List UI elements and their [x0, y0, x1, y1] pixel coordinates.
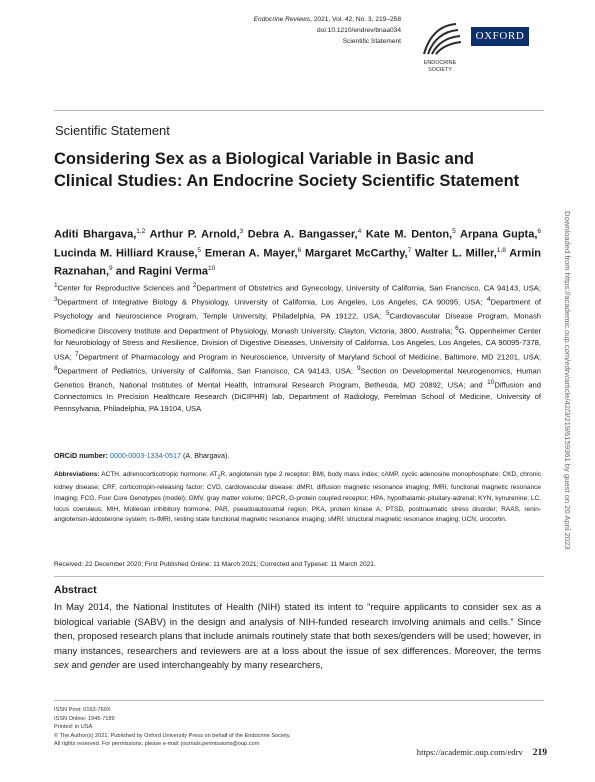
footer-page	[417, 747, 547, 758]
author-name: and Ragini Verma	[115, 265, 209, 278]
orcid-name: (A. Bhargava).	[181, 451, 230, 460]
footer-divider	[54, 700, 544, 701]
author-name: Emeran A. Mayer,	[204, 247, 298, 260]
affiliation-marker: 6	[455, 324, 459, 332]
affiliation-marker: 1	[54, 282, 58, 289]
header-divider	[54, 110, 544, 111]
affiliation-marker: 10	[487, 379, 495, 387]
affiliation-text: Department of Integrative Biology & Physiology, University of California, Los Angeles, Los Angeles, CA 90095, USA;	[57, 297, 487, 307]
author-name: Arthur P. Arnold,	[149, 228, 240, 241]
journal-url[interactable]: https://academic.oup.com/edrv	[416, 747, 523, 757]
article-type: Scientific Statement	[342, 38, 401, 45]
oxford-logo: OXFORD	[471, 27, 529, 46]
affiliations	[54, 280, 541, 415]
author-name: Armin Raznahan,	[54, 247, 541, 278]
orcid-label: ORCiD number:	[54, 451, 108, 460]
author-affiliation-marker: 5	[197, 246, 202, 254]
affiliation-text: Center for Reproductive Sciences and	[57, 283, 193, 293]
affiliation-text: Department of Pediatrics, University of California, San Francisco, CA 94143, USA;	[57, 366, 358, 376]
author-affiliation-marker: 4	[357, 228, 362, 235]
author-affiliation-marker: 9	[109, 265, 113, 273]
affiliation-text: Diffusion and Connectomics In Precision Healthcare Research (DiCIPHR) lab, Department of Radiology, Perelman School of Medicine, University of Pennsylvania, Philadelphia, PA 19104, USA	[54, 380, 542, 414]
author-affiliation-marker: 6	[297, 246, 302, 254]
article-title: Considering Sex as a Biological Variable in Basic and Clinical Studies: An Endocrine Society Scientific Statement	[54, 150, 520, 190]
affiliation-text: Department of Obstetrics and Gynecology, University of California, San Francisco, CA 94143, USA;	[196, 283, 541, 293]
author-affiliation-marker: 6	[537, 228, 541, 235]
affiliation-marker: 5	[386, 310, 390, 318]
abstract-divider	[54, 576, 544, 577]
svg-text:SOCIETY: SOCIETY	[428, 67, 452, 73]
journal-issue: , 2021, Vol. 42, No. 3, 219–258	[310, 16, 401, 23]
author-name: Lucinda M. Hilliard Krause,	[54, 247, 198, 260]
page-number: 219	[532, 748, 547, 758]
abstract-heading: Abstract	[54, 584, 97, 596]
download-notice: Downloaded from https://academic.oup.com/edrv/article/42/3/219/6159361 by guest on 20 April 2023	[563, 211, 572, 550]
orcid-link[interactable]: 0000-0003-1334-0517	[109, 451, 182, 460]
author-name: Walter L. Miller,	[415, 247, 497, 260]
affiliation-marker: 4	[486, 296, 491, 304]
author-affiliation-marker: 1,8	[496, 246, 506, 254]
author-affiliation-marker: 3	[239, 228, 244, 235]
affiliation-text: Cardiovascular Disease Program, Monash Biomedicine Discovery Institute and Department of Physiology, Monash University, Clayton, Victoria, 3800, Australia;	[54, 312, 541, 336]
journal-name: Endocrine Reviews	[253, 16, 311, 23]
doi: doi:10.1210/endrev/bnaa034	[317, 27, 401, 34]
author-list	[54, 224, 541, 280]
journal-info	[254, 14, 401, 47]
abbreviations-label: Abbreviations:	[54, 471, 100, 478]
publication-dates: Received: 22 December 2020; First Published Online: 11 March 2021; Corrected and Typeset: 11 March 2021.	[54, 561, 376, 568]
author-name: Aditi Bhargava,	[54, 228, 137, 241]
affiliation-marker: 9	[357, 364, 361, 372]
section-label: Scientific Statement	[55, 123, 170, 138]
affiliation-marker: 8	[54, 364, 58, 372]
affiliation-text: Department of Psychology and Neuroscience Program, Temple University, Philadelphia, PA 19122, USA;	[54, 297, 541, 321]
affiliation-text: Section on Developmental Neurogenomics, Human Genetics Branch, National Institutes of Mental Health, Intramural Research Program, Bethesda, MD 20892, USA; and	[54, 366, 542, 390]
orcid-line	[54, 451, 229, 460]
footer-info: ISSN Print: 0163-769X ISSN Online: 1945-7189 Printed: in USA © The Author(s) 2021. Published by Oxford University Press on behalf of the Endocrine Society. All rights reserved. For permissions, please e-mail: journals.permissions@oup.com	[54, 707, 291, 748]
endocrine-society-logo	[416, 18, 464, 74]
author-affiliation-marker: 5	[452, 228, 456, 235]
abstract-text: In May 2014, the National Institutes of Health (NIH) stated its intent to “require applicants to consider sex as a biological variable (SABV) in the design and analysis of NIH-funded research involving animals and cells.” Since then, proposed research plans that include animals routinely state that both sexes/genders will be used; however, in many instances, researchers and reviewers are at a loss about the issue of sex differences. Moreover, the terms sex and gender are used interchangeably by many researchers,	[54, 602, 541, 672]
affiliation-text: G. Oppenheimer Center for Neurobiology of Stress and Resilience, Division of Digestive Diseases, University of California, Los Angeles, Los Angeles, CA 90095-7378, USA;	[54, 326, 541, 362]
author-name: Arpana Gupta,	[460, 228, 538, 241]
author-affiliation-marker: 1,2	[136, 228, 146, 235]
author-affiliation-marker: 10	[208, 265, 216, 273]
affiliation-marker: 2	[192, 282, 197, 289]
abbreviations: Abbreviations: ACTH, adrenocorticotropic hormone; $AT_2R$, angiotensin type 2 receptor; BMI, body mass index; cAMP, cyclic adenosine monophosphate; CKD, chronic kidney disease; CRF, corticotropin-releasing factor; CVD, cardiovascular disease; dMRI, diffusion magnetic resonance imaging; fMRI, functional magnetic resonance imaging; FCG, Four Core Genotypes (model); GMV, gray matter volume; GPCR, G-protein coupled receptor; HPA, hypothalamic-pituitary-adrenal; KYN, kynurenine; LC, locus coeruleus; MIH, Müllerian inhibitory hormone; PAR, pseudoautosomal region; PKA, protein kinase A; PTSD, posttraumatic stress disorder; RAAS, renin-angiotensin-aldosterone system; rs-fMRI, resting state functional magnetic resonance imaging; sMRI, structural magnetic resonance imaging; UCN, urocortin.	[54, 471, 541, 524]
author-name: Kate M. Denton,	[365, 228, 453, 241]
svg-text:ENDOCRINE: ENDOCRINE	[423, 60, 457, 66]
author-name: Margaret McCarthy,	[305, 247, 408, 260]
affiliation-marker: 3	[54, 296, 58, 304]
affiliation-text: Department of Pharmacology and Program in Neuroscience, University of Maryland School of Medicine, Baltimore, MD 21201, USA;	[78, 352, 541, 362]
affiliation-marker: 7	[74, 350, 79, 358]
author-name: Debra A. Bangasser,	[247, 228, 358, 241]
author-affiliation-marker: 7	[407, 246, 412, 254]
